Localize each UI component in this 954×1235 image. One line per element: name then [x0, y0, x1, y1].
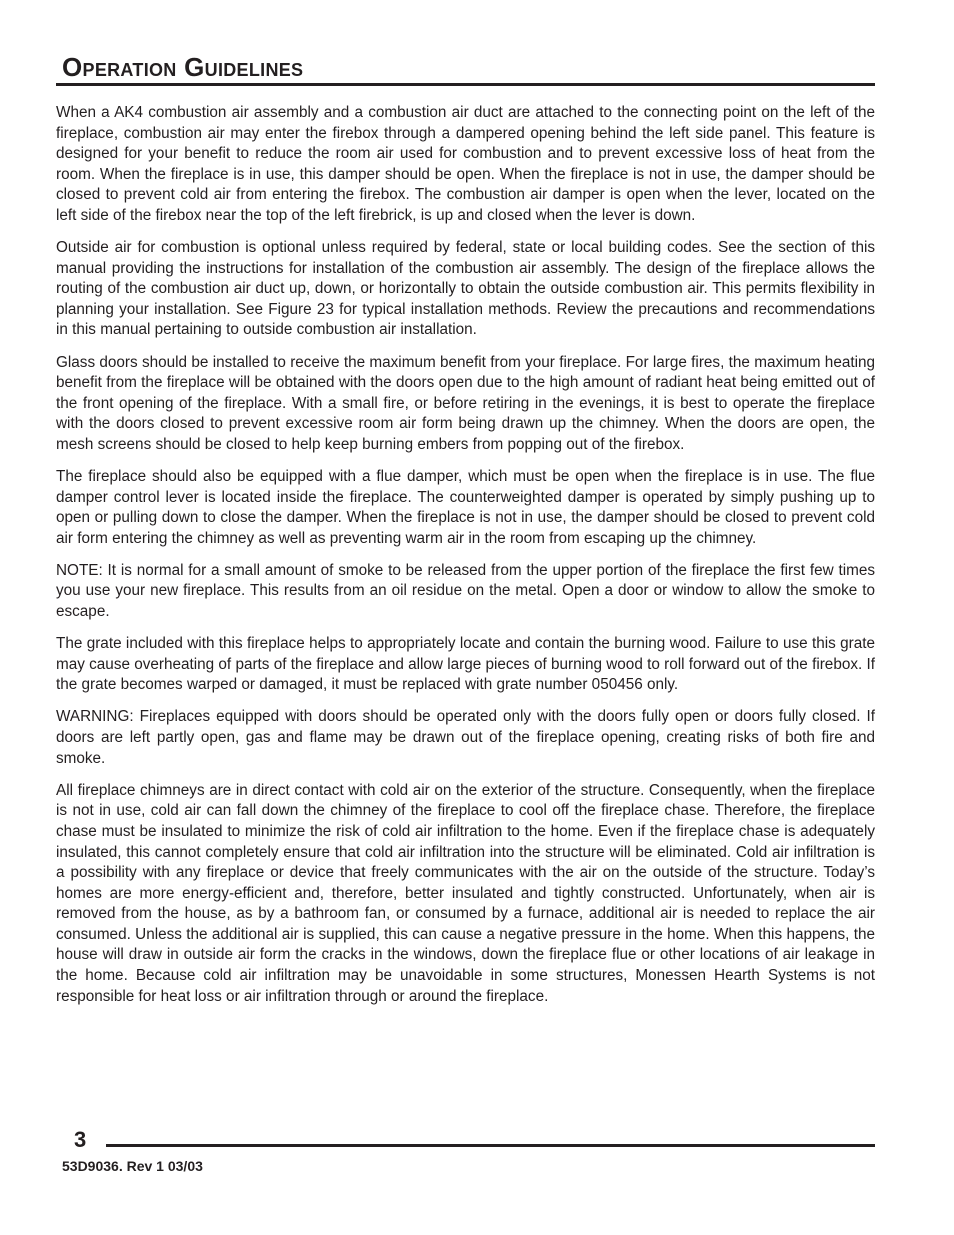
paragraph-cold-air-infiltration: All fireplace chimneys are in direct contact with cold air on the exterior of the structure. Consequently, when the fireplace is not in use, cold air can fall down the chimney of the fireplace to cool off the fireplace chase. Therefore, the fireplace chase must be insulated to minimize the risk of cold air infiltration to the home. Even if the fireplace chase is adequately insulated, this cannot completely ensure that cold air infiltration into the structure will be eliminated. Cold air infiltration is a possibility with any fireplace or device that freely communicates with the air on the outside of the structure. Today’s homes are more energy-efficient and, therefore, better insulated and tightly constructed. Unfortunately, when air is removed from the house, as by a bathroom fan, or consumed by a furnace, additional air is needed to replace the air consumed. Unless the additional air is supplied, this can cause a negative pressure in the home. When this happens, the house will draw in outside air form the cracks in the windows, down the fireplace flue or other locations of air leakage in the home. Because cold air infiltration may be unavoidable in some structures, Monessen Hearth Systems is not responsible for heat loss or air infiltration through or around the fireplace.: [56, 781, 875, 1005]
paragraph-flue-damper: The fireplace should also be equipped with a flue damper, which must be open when the fireplace is in use. The flue damper control lever is located inside the fireplace. The counterweighted damper is operated by simply pushing up to open or pulling down to close the damper. When the fireplace is not in use, the damper should be closed to prevent cold air form entering the chimney as well as preventing warm air in the room from escaping up the chimney.: [56, 468, 875, 547]
body-text: [56, 103, 875, 1019]
paragraph-glass-doors: Glass doors should be installed to receive the maximum benefit from your fireplace. For large fires, the maximum heating benefit from the fireplace will be obtained with the doors open due to the high amount of radiant heat being emitted out of the front opening of the fireplace. With a small fire, or before retiring in the evenings, it is best to operate the fireplace with the doors closed to prevent excessive room air form being drawn up the chimney. When the doors are open, the mesh screens should be closed to help keep burning embers from popping out of the firebox.: [56, 353, 875, 453]
title-divider: [56, 83, 875, 86]
paragraph-outside-air: Outside air for combustion is optional unless required by federal, state or local building codes. See the section of this manual providing the instructions for installation of the combustion air assembly. The design of the fireplace allows the routing of the combustion air duct up, down, or horizontally to obtain the outside combustion air. This permits flexibility in planning your installation. See Figure 23 for typical installation methods. Review the precautions and recommendations in this manual pertaining to outside combustion air installation.: [56, 239, 875, 339]
page-footer: [56, 1124, 875, 1158]
document-id: 53D9036. Rev 1 03/03: [62, 1158, 203, 1174]
paragraph-note-smoke: NOTE: It is normal for a small amount of smoke to be released from the upper portion of the fireplace the first few times you use your new fireplace. This results from an oil residue on the metal. Open a door or window to allow the smoke to escape.: [56, 561, 875, 621]
footer-divider: [106, 1144, 875, 1147]
paragraph-grate: The grate included with this fireplace helps to appropriately locate and contain the burning wood. Failure to use this grate may cause overheating of parts of the fireplace and allow large pieces of burning wood to roll forward out of the firebox. If the grate becomes warped or damaged, it must be replaced with grate number 050456 only.: [56, 635, 875, 694]
page-title: Operation Guidelines: [62, 52, 304, 82]
paragraph-combustion-air-assembly: When a AK4 combustion air assembly and a combustion air duct are attached to the connecting point on the left of the fireplace, combustion air may enter the firebox through a dampered opening behind the left side panel. This feature is designed for your benefit to reduce the room air used for combustion and to prevent excessive loss of heat from the room. When the fireplace is in use, this damper should be open. When the fireplace is not in use, the damper should be closed to prevent cold air from entering the firebox. The combustion air damper is open when the lever, located on the left side of the firebox near the top of the left firebrick, is up and closed when the lever is down.: [56, 104, 875, 224]
page-number: 3: [74, 1127, 87, 1152]
paragraph-warning-doors: WARNING: Fireplaces equipped with doors should be operated only with the doors fully open or doors fully closed. If doors are left partly open, gas and flame may be drawn out of the fireplace opening, creating risks of both fire and smoke.: [56, 708, 875, 767]
